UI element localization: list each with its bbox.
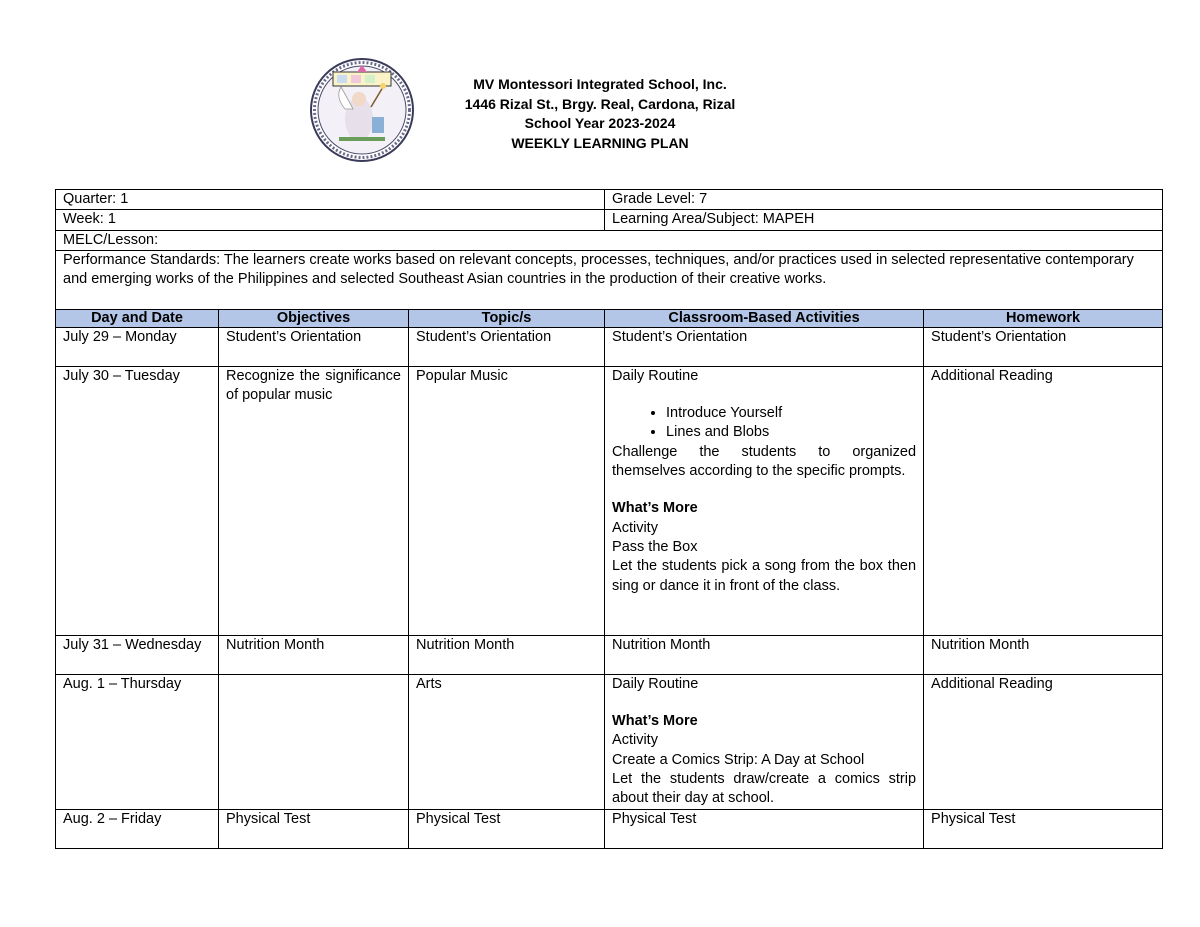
- objective-cell: [219, 674, 409, 809]
- activity-name: Pass the Box: [612, 538, 698, 555]
- info-row: [56, 230, 1163, 250]
- topic-cell: Student’s Orientation: [409, 327, 605, 366]
- activity-cell: [605, 674, 924, 809]
- info-row: [56, 210, 1163, 230]
- objective-cell: Nutrition Month: [219, 635, 409, 674]
- activity-cell: Physical Test: [605, 809, 924, 848]
- table-row: [56, 809, 1163, 848]
- day-cell: Aug. 1 – Thursday: [56, 674, 219, 809]
- col-header-topics: Topic/s: [409, 309, 605, 327]
- homework-cell: Physical Test: [924, 809, 1163, 848]
- objective-cell: Student’s Orientation: [219, 327, 409, 366]
- whats-more-label: What’s More: [612, 500, 698, 517]
- list-item: • Lines and Blobs: [666, 423, 916, 442]
- column-header-row: [56, 309, 1163, 327]
- table-row: [56, 366, 1163, 635]
- objective-cell: Recognize the significance of popular music: [219, 366, 409, 635]
- activity-label: Activity: [612, 732, 658, 749]
- activity-description: Let the students draw/create a comics strip about their day at school.: [612, 771, 917, 807]
- grade-cell: Grade Level: 7: [605, 190, 1163, 210]
- activity-description: Let the students pick a song from the box then sing or dance it in front of the class.: [612, 558, 917, 594]
- day-cell: July 30 – Tuesday: [56, 366, 219, 635]
- activity-cell: Nutrition Month: [605, 635, 924, 674]
- activity-name: Create a Comics Strip: A Day at School: [612, 751, 865, 768]
- topic-cell: Nutrition Month: [409, 635, 605, 674]
- col-header-objectives: Objectives: [219, 309, 409, 327]
- objective-cell: Physical Test: [219, 809, 409, 848]
- whats-more-label: What’s More: [612, 713, 698, 730]
- school-name: MV Montessori Integrated School, Inc.: [473, 76, 727, 92]
- table-row: [56, 327, 1163, 366]
- table-row: [56, 635, 1163, 674]
- melc-cell: MELC/Lesson:: [56, 230, 1163, 250]
- challenge-text: Challenge the students to organized themselves according to the specific prompts.: [612, 443, 917, 480]
- info-row: [56, 250, 1163, 309]
- document-header: [380, 75, 820, 153]
- homework-cell: Nutrition Month: [924, 635, 1163, 674]
- table-row: [56, 674, 1163, 809]
- day-cell: July 29 – Monday: [56, 327, 219, 366]
- weekly-plan-table: [55, 189, 1163, 849]
- routine-text: Daily Routine: [612, 675, 699, 692]
- list-item: • Introduce Yourself: [666, 404, 916, 423]
- document-title: WEEKLY LEARNING PLAN: [511, 134, 689, 151]
- topic-cell: Popular Music: [409, 366, 605, 635]
- activity-cell: [605, 366, 924, 635]
- standards-cell: Performance Standards: The learners create works based on relevant concepts, processes, techniques, and/or practices used in selected representative contemporary and emerging works of the Philippines and selected Southeast Asian countries in the production of their creative works.: [56, 250, 1163, 309]
- school-address: 1446 Rizal St., Brgy. Real, Cardona, Rizal: [464, 95, 736, 112]
- day-cell: Aug. 2 – Friday: [56, 809, 219, 848]
- week-cell: Week: 1: [56, 210, 605, 230]
- topic-cell: Arts: [409, 674, 605, 809]
- activity-label: Activity: [612, 519, 658, 536]
- routine-list: [612, 404, 916, 443]
- school-year: School Year 2023-2024: [524, 115, 676, 131]
- col-header-homework: Homework: [924, 309, 1163, 327]
- col-header-day: Day and Date: [56, 309, 219, 327]
- homework-cell: Student’s Orientation: [924, 327, 1163, 366]
- activity-cell: Student’s Orientation: [605, 327, 924, 366]
- quarter-cell: Quarter: 1: [56, 190, 605, 210]
- topic-cell: Physical Test: [409, 809, 605, 848]
- homework-cell: Additional Reading: [924, 366, 1163, 635]
- routine-text: Daily Routine: [612, 367, 699, 384]
- homework-cell: Additional Reading: [924, 674, 1163, 809]
- subject-cell: Learning Area/Subject: MAPEH: [605, 210, 1163, 230]
- info-row: [56, 190, 1163, 210]
- day-cell: July 31 – Wednesday: [56, 635, 219, 674]
- col-header-activities: Classroom-Based Activities: [605, 309, 924, 327]
